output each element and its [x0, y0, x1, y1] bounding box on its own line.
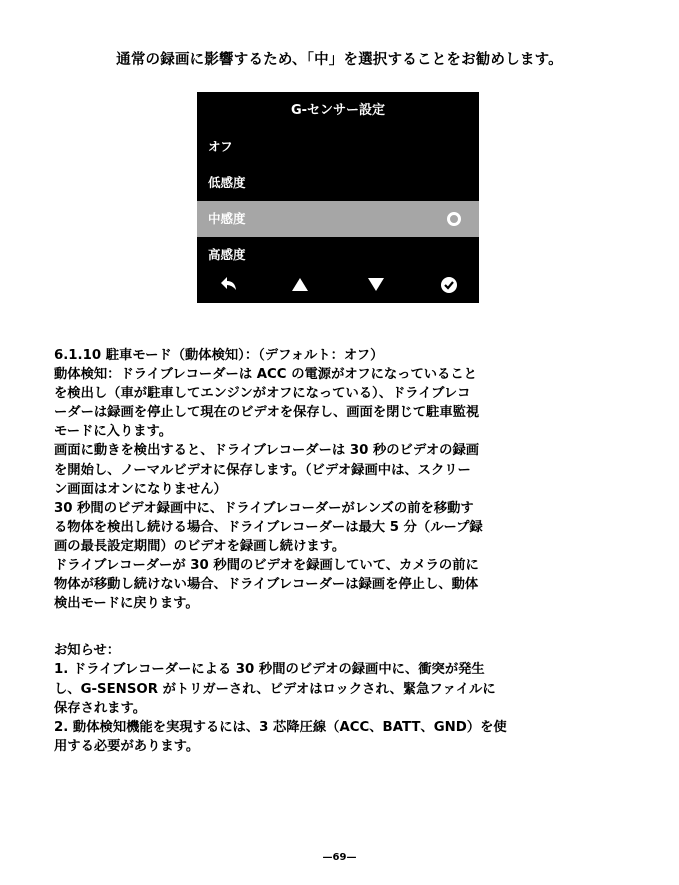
text-line: ドライブレコーダーが 30 秒間のビデオを録画していて、カメラの前に	[54, 558, 479, 574]
text-line: を検出し（車が駐車してエンジンがオフになっている）、ドライブレコ	[54, 386, 471, 402]
text-line: ーダーは録画を停止して現在のビデオを保存し、画面を閉じて駐車監視	[54, 405, 480, 421]
down-arrow-icon[interactable]	[366, 274, 386, 294]
menu-item-label: 高感度	[208, 247, 246, 262]
text-line: モードに入ります。	[54, 424, 173, 440]
text-line: 画面に動きを検出すると、ドライブレコーダーは 30 秒のビデオの録画	[54, 443, 480, 459]
menu-title: G-センサー設定	[290, 103, 386, 118]
menu-item-low[interactable]	[197, 165, 479, 201]
page-number: —69—	[322, 852, 357, 863]
text-line: ン画面はオンになりません）	[54, 481, 227, 497]
body-text	[54, 346, 634, 756]
text-line: 2. 動体検知機能を実現するには、3 芯降圧線（ACC、BATT、GND）を使	[54, 719, 507, 735]
confirm-icon[interactable]	[439, 274, 459, 294]
menu-item-label: 低感度	[208, 175, 246, 190]
back-icon[interactable]	[218, 274, 238, 294]
text-line: を開始し、ノーマルビデオに保存します。（ビデオ録画中は、スクリー	[54, 462, 471, 478]
menu-item-label: 中感度	[208, 211, 246, 226]
text-line: 1. ドライブレコーダーによる 30 秒間のビデオの録画中に、衝突が発生	[54, 662, 485, 678]
text-line: 30 秒間のビデオ録画中に、ドライブレコーダーがレンズの前を移動す	[54, 500, 474, 516]
text-line: 画の最長設定期間）のビデオを録画し続けます。	[54, 538, 346, 554]
menu-nav-bar	[197, 267, 479, 303]
menu-item-medium[interactable]	[197, 201, 479, 237]
text-line: 用する必要があります。	[54, 738, 200, 754]
text-line: 動体検知：ドライブレコーダーは ACC の電源がオフになっていること	[54, 367, 477, 383]
notice-heading: お知らせ：	[54, 643, 121, 659]
text-line: 保存されます。	[54, 700, 147, 716]
text-line: 検出モードに戻ります。	[54, 596, 199, 612]
selected-radio-icon	[447, 212, 461, 226]
g-sensor-menu-screenshot	[197, 92, 479, 303]
menu-item-off[interactable]	[197, 129, 479, 165]
text-line: 物体が移動し続けない場合、ドライブレコーダーは録画を停止し、動体	[54, 577, 479, 593]
text-line: し、G-SENSOR がトリガーされ、ビデオはロックされ、緊急ファイルに	[54, 681, 496, 697]
up-arrow-icon[interactable]	[290, 274, 310, 294]
intro-text: 通常の録画に影響するため、「中」を選択することをお勧めします。	[116, 52, 563, 68]
menu-item-label: オフ	[208, 139, 233, 154]
section-heading: 6.1.10 駐車モード（動体検知）：（デフォルト：オフ）	[54, 348, 384, 363]
text-line: る物体を検出し続ける場合、ドライブレコーダーは最大 5 分（ループ録	[54, 519, 483, 535]
